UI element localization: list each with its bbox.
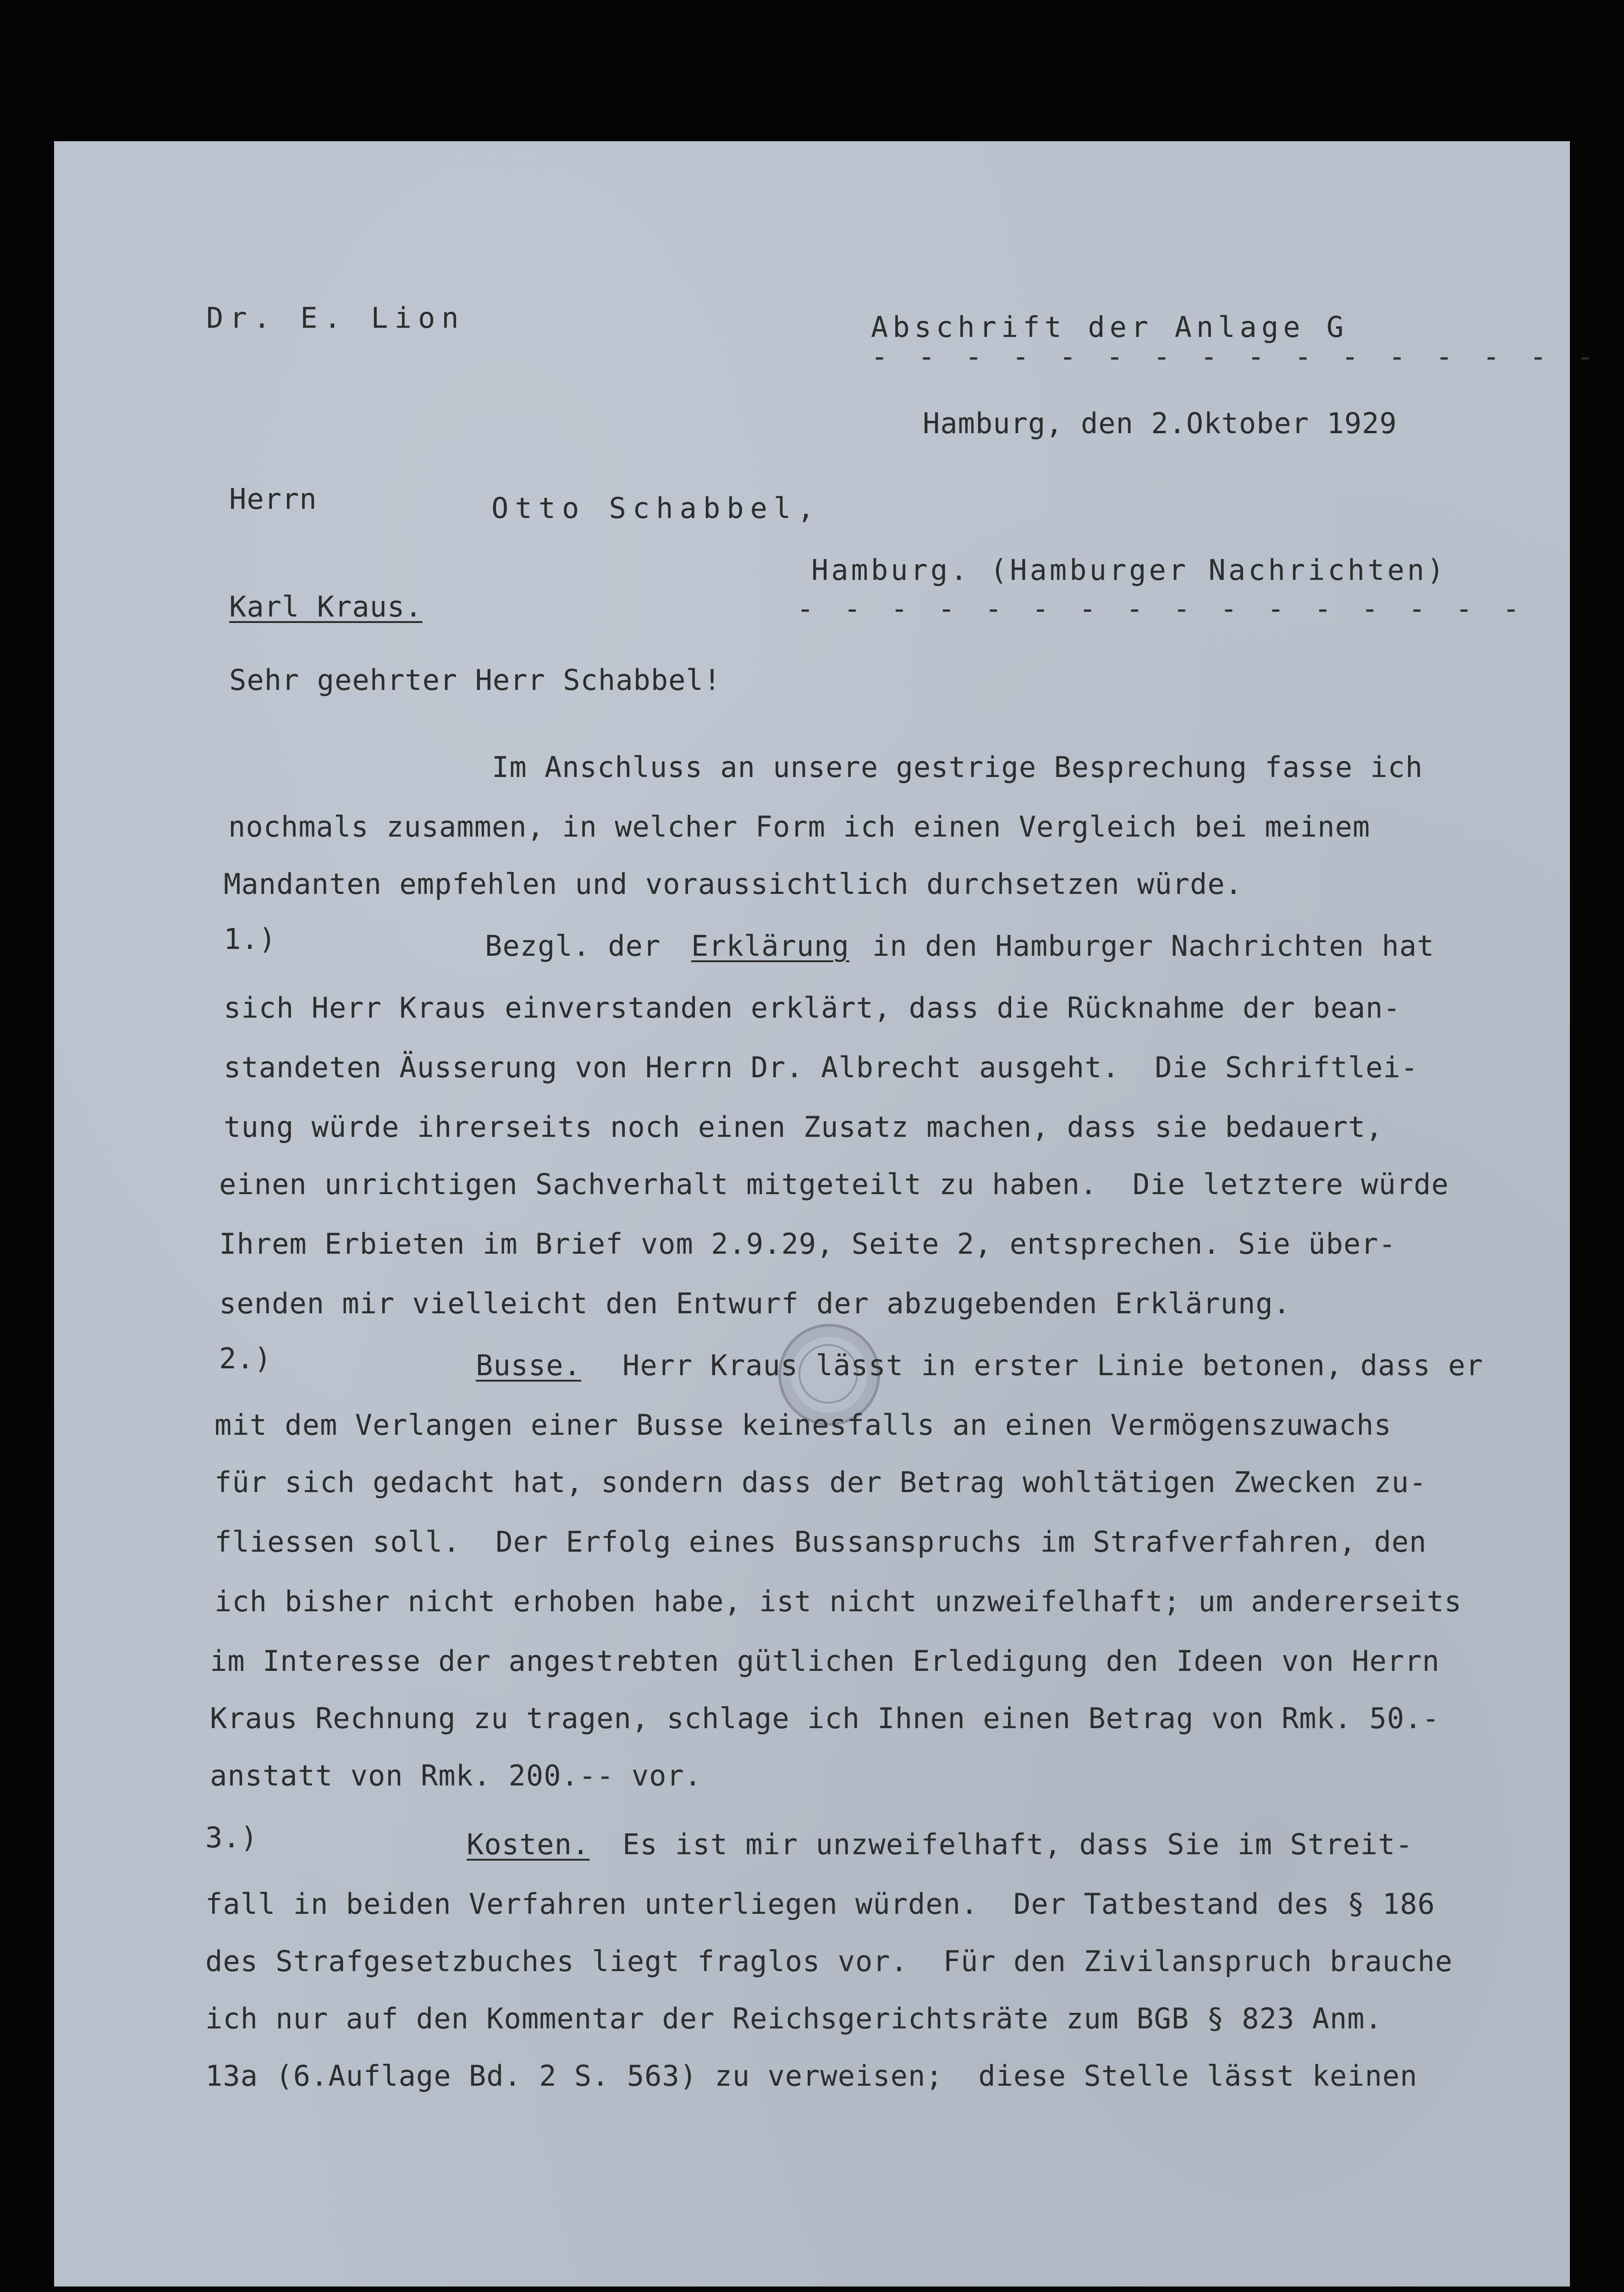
- heading-busse: Busse.: [476, 1349, 581, 1382]
- place-date: Hamburg, den 2.Oktober 1929: [923, 407, 1397, 440]
- sender-name: Dr. E. Lion: [206, 301, 465, 335]
- body-line: Im Anschluss an unsere gestrige Besprechung fasse ich: [492, 750, 1423, 784]
- body-line: anstatt von Rmk. 200.-- vor.: [210, 1759, 702, 1792]
- body-line: für sich gedacht hat, sondern dass der Betrag wohltätigen Zwecken zu-: [215, 1466, 1427, 1499]
- body-line: des Strafgesetzbuches liegt fraglos vor. Für den Zivilanspruch brauche: [205, 1945, 1453, 1978]
- letter-sheet: [54, 141, 1601, 2286]
- body-line: standeten Äusserung von Herrn Dr. Albrecht ausgeht. Die Schriftlei-: [224, 1051, 1419, 1084]
- item-number-1: 1.): [224, 922, 276, 956]
- body-line: Herr Kraus lässt in erster Linie betonen, dass er: [622, 1349, 1484, 1382]
- reference-line: Karl Kraus.: [229, 590, 423, 623]
- body-line: Es ist mir unzweifelhaft, dass Sie im Streit-: [622, 1828, 1413, 1861]
- body-line: Mandanten empfehlen und voraussichtlich durchsetzen würde.: [224, 867, 1243, 901]
- body-line: Kraus Rechnung zu tragen, schlage ich Ihnen einen Betrag von Rmk. 50.-: [210, 1702, 1440, 1735]
- body-line: ich bisher nicht erhoben habe, ist nicht unzweifelhaft; um andererseits: [215, 1585, 1462, 1618]
- body-line: 13a (6.Auflage Bd. 2 S. 563) zu verweisen; diese Stelle lässt keinen: [205, 2059, 1418, 2093]
- copy-heading: Abschrift der Anlage G: [871, 310, 1349, 344]
- recipient-name: Otto Schabbel,: [491, 491, 821, 525]
- item-number-2: 2.): [219, 1342, 272, 1375]
- body-line: Bezgl. der: [485, 929, 661, 963]
- body-line: mit dem Verlangen einer Busse keinesfalls an einen Vermögenszuwachs: [215, 1408, 1392, 1442]
- body-line: fall in beiden Verfahren unterliegen würden. Der Tatbestand des § 186: [205, 1887, 1435, 1921]
- greeting: Sehr geehrter Herr Schabbel!: [229, 663, 721, 697]
- body-line: senden mir vielleicht den Entwurf der abzugebenden Erklärung.: [219, 1287, 1291, 1320]
- city-underline: - - - - - - - - - - - - - - - -: [797, 592, 1526, 625]
- salutation-prefix: Herrn: [229, 482, 317, 516]
- item-number-3: 3.): [205, 1821, 258, 1854]
- body-line: tung würde ihrerseits noch einen Zusatz machen, dass sie bedauert,: [224, 1110, 1383, 1144]
- heading-underline: - - - - - - - - - - - - - - - -: [871, 340, 1601, 373]
- body-line: im Interesse der angestrebten gütlichen Erledigung den Ideen von Herrn: [210, 1644, 1440, 1678]
- heading-kosten: Kosten.: [467, 1828, 590, 1861]
- body-line: einen unrichtigen Sachverhalt mitgeteilt zu haben. Die letztere würde: [219, 1168, 1449, 1201]
- body-line: in den Hamburger Nachrichten hat: [872, 929, 1435, 963]
- heading-erklaerung: Erklärung: [691, 929, 849, 963]
- body-line: nochmals zusammen, in welcher Form ich einen Vergleich bei meinem: [228, 810, 1371, 843]
- body-line: ich nur auf den Kommentar der Reichsgerichtsräte zum BGB § 823 Anm.: [205, 2002, 1382, 2035]
- body-line: Ihrem Erbieten im Brief vom 2.9.29, Seite 2, entsprechen. Sie über-: [219, 1227, 1396, 1261]
- recipient-city: Hamburg. (Hamburger Nachrichten): [811, 553, 1447, 587]
- body-line: sich Herr Kraus einverstanden erklärt, dass die Rücknahme der bean-: [224, 991, 1401, 1025]
- body-line: fliessen soll. Der Erfolg eines Bussanspruchs im Strafverfahren, den: [215, 1525, 1427, 1559]
